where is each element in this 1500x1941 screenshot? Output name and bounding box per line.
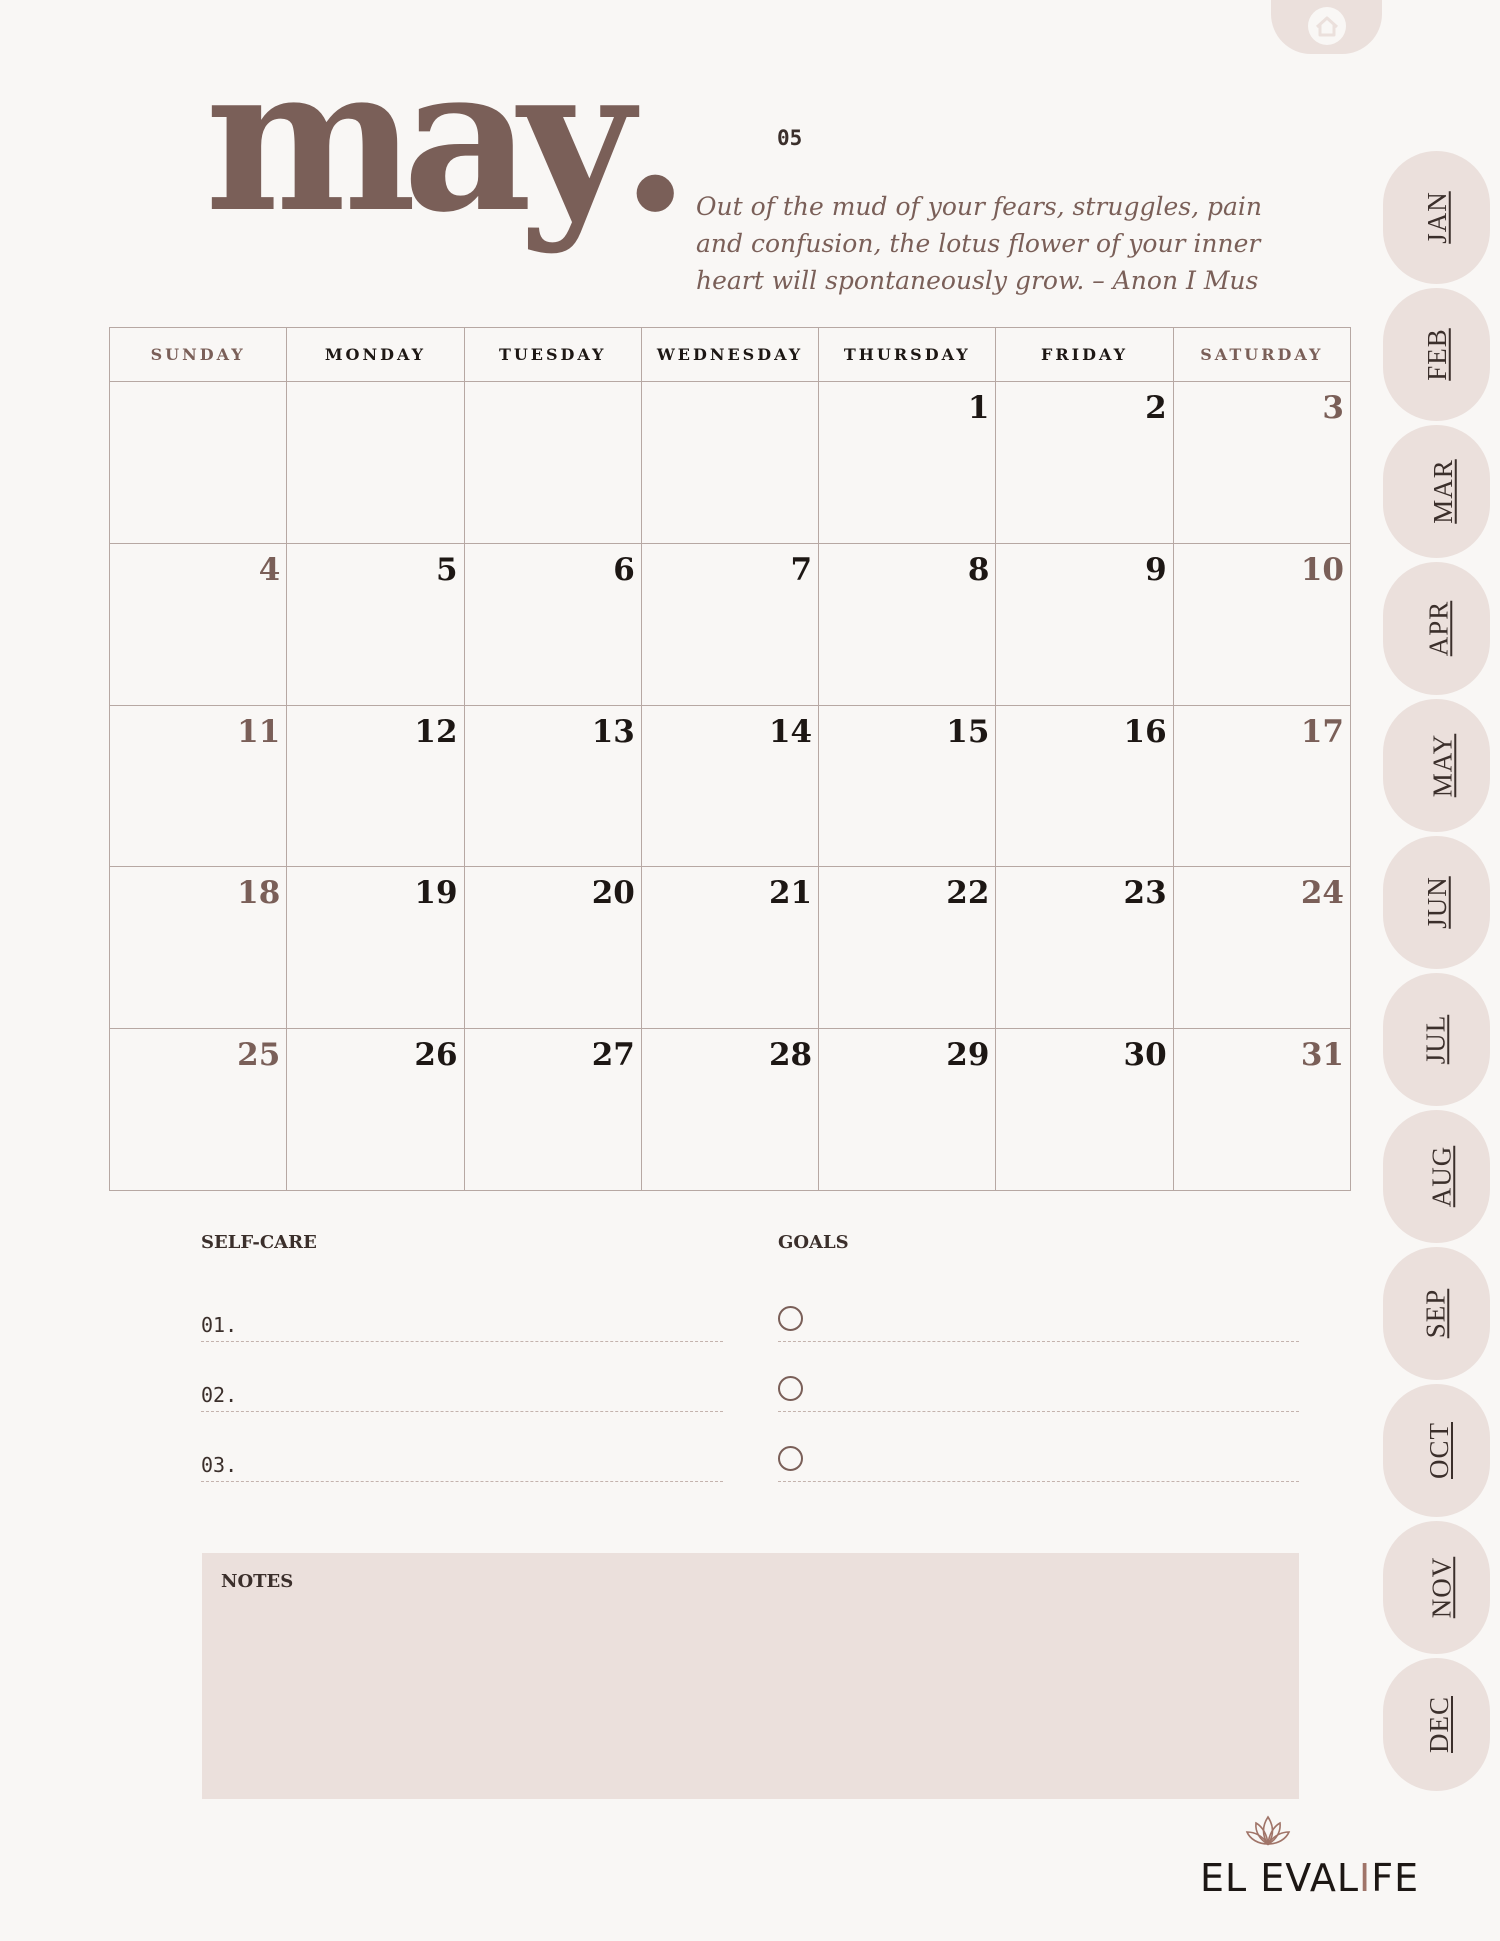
- tab-label: FEB: [1421, 328, 1452, 381]
- home-button[interactable]: [1271, 0, 1382, 54]
- day-cell[interactable]: 21: [641, 867, 818, 1029]
- home-icon: [1306, 6, 1348, 46]
- notes-area[interactable]: [202, 1553, 1299, 1799]
- quote: Out of the mud of your fears, struggles, pain and confusion, the lotus flower of your inner heart will spontaneously grow. – Anon I Mus: [696, 192, 1262, 295]
- tab-aug[interactable]: [1383, 1110, 1490, 1243]
- week-row: [110, 705, 1351, 867]
- tab-label: DEC: [1424, 1696, 1454, 1753]
- day-cell[interactable]: 4: [110, 543, 287, 705]
- day-cell[interactable]: 12: [287, 705, 464, 867]
- tab-label: MAY: [1427, 733, 1458, 798]
- self-care-line[interactable]: [201, 1446, 723, 1482]
- weekday-header: MONDAY: [287, 328, 464, 382]
- weekday-header: TUESDAY: [464, 328, 641, 382]
- day-cell[interactable]: 18: [110, 867, 287, 1029]
- day-cell[interactable]: [110, 382, 287, 544]
- day-cell[interactable]: 30: [996, 1029, 1173, 1191]
- notes-label: NOTES: [221, 1571, 294, 1592]
- day-cell[interactable]: 22: [819, 867, 996, 1029]
- day-cell[interactable]: 23: [996, 867, 1173, 1029]
- goal-line[interactable]: [778, 1376, 1299, 1412]
- brand-name: EL EVALIFE: [1200, 1856, 1420, 1900]
- day-cell[interactable]: 20: [464, 867, 641, 1029]
- tab-may[interactable]: [1383, 699, 1490, 832]
- tab-feb[interactable]: [1383, 288, 1490, 421]
- tab-label: JUN: [1421, 876, 1452, 929]
- self-care-line[interactable]: [201, 1376, 723, 1412]
- day-cell[interactable]: 26: [287, 1029, 464, 1191]
- day-cell[interactable]: 31: [1173, 1029, 1350, 1191]
- day-cell[interactable]: 2: [996, 382, 1173, 544]
- tab-label: OCT: [1424, 1422, 1454, 1479]
- weekday-header: FRIDAY: [996, 328, 1173, 382]
- tab-oct[interactable]: [1383, 1384, 1490, 1517]
- day-cell[interactable]: 27: [464, 1029, 641, 1191]
- tab-label: APR: [1423, 600, 1454, 657]
- tab-label: AUG: [1426, 1145, 1457, 1208]
- tab-apr[interactable]: [1383, 562, 1490, 695]
- goal-line[interactable]: [778, 1306, 1299, 1342]
- page-title: may.: [205, 22, 691, 257]
- weekday-header: SATURDAY: [1173, 328, 1350, 382]
- tab-jul[interactable]: [1383, 973, 1490, 1106]
- day-cell[interactable]: 17: [1173, 705, 1350, 867]
- week-row: [110, 382, 1351, 544]
- line-number: 01.: [201, 1313, 238, 1337]
- weekday-header: WEDNESDAY: [641, 328, 818, 382]
- weekday-header-row: [110, 328, 1351, 382]
- week-row: [110, 867, 1351, 1029]
- day-cell[interactable]: 28: [641, 1029, 818, 1191]
- tab-dec[interactable]: [1383, 1658, 1490, 1791]
- day-cell[interactable]: [464, 382, 641, 544]
- tab-label: NOV: [1426, 1556, 1457, 1619]
- day-cell[interactable]: 24: [1173, 867, 1350, 1029]
- day-cell[interactable]: 6: [464, 543, 641, 705]
- line-number: 03.: [201, 1453, 238, 1477]
- day-cell[interactable]: [287, 382, 464, 544]
- tab-jan[interactable]: [1383, 151, 1490, 284]
- line-number: 02.: [201, 1383, 238, 1407]
- day-cell[interactable]: 9: [996, 543, 1173, 705]
- day-cell[interactable]: 19: [287, 867, 464, 1029]
- self-care-label: SELF-CARE: [201, 1232, 317, 1253]
- month-number: 05: [777, 126, 803, 150]
- day-cell[interactable]: 25: [110, 1029, 287, 1191]
- tab-sep[interactable]: [1383, 1247, 1490, 1380]
- tab-label: JAN: [1421, 191, 1452, 244]
- day-cell[interactable]: 15: [819, 705, 996, 867]
- day-cell[interactable]: 1: [819, 382, 996, 544]
- day-cell[interactable]: 11: [110, 705, 287, 867]
- day-cell[interactable]: 7: [641, 543, 818, 705]
- brand-logo: [1196, 1814, 1420, 1914]
- day-cell[interactable]: 5: [287, 543, 464, 705]
- weekday-header: THURSDAY: [819, 328, 996, 382]
- tab-label: JUL: [1420, 1014, 1451, 1065]
- day-cell[interactable]: 8: [819, 543, 996, 705]
- day-cell[interactable]: 13: [464, 705, 641, 867]
- tab-jun[interactable]: [1383, 836, 1490, 969]
- calendar-grid: [109, 327, 1351, 1191]
- day-cell[interactable]: 10: [1173, 543, 1350, 705]
- goal-line[interactable]: [778, 1446, 1299, 1482]
- day-cell[interactable]: 14: [641, 705, 818, 867]
- week-row: [110, 1029, 1351, 1191]
- tab-label: SEP: [1420, 1288, 1451, 1339]
- tab-nov[interactable]: [1383, 1521, 1490, 1654]
- week-row: [110, 543, 1351, 705]
- day-cell[interactable]: [641, 382, 818, 544]
- day-cell[interactable]: 3: [1173, 382, 1350, 544]
- day-cell[interactable]: 16: [996, 705, 1173, 867]
- self-care-line[interactable]: [201, 1306, 723, 1342]
- day-cell[interactable]: 29: [819, 1029, 996, 1191]
- weekday-header: SUNDAY: [110, 328, 287, 382]
- tab-label: MAR: [1427, 459, 1458, 524]
- goals-label: GOALS: [778, 1232, 849, 1253]
- tab-mar[interactable]: [1383, 425, 1490, 558]
- lotus-icon: [1243, 1814, 1293, 1848]
